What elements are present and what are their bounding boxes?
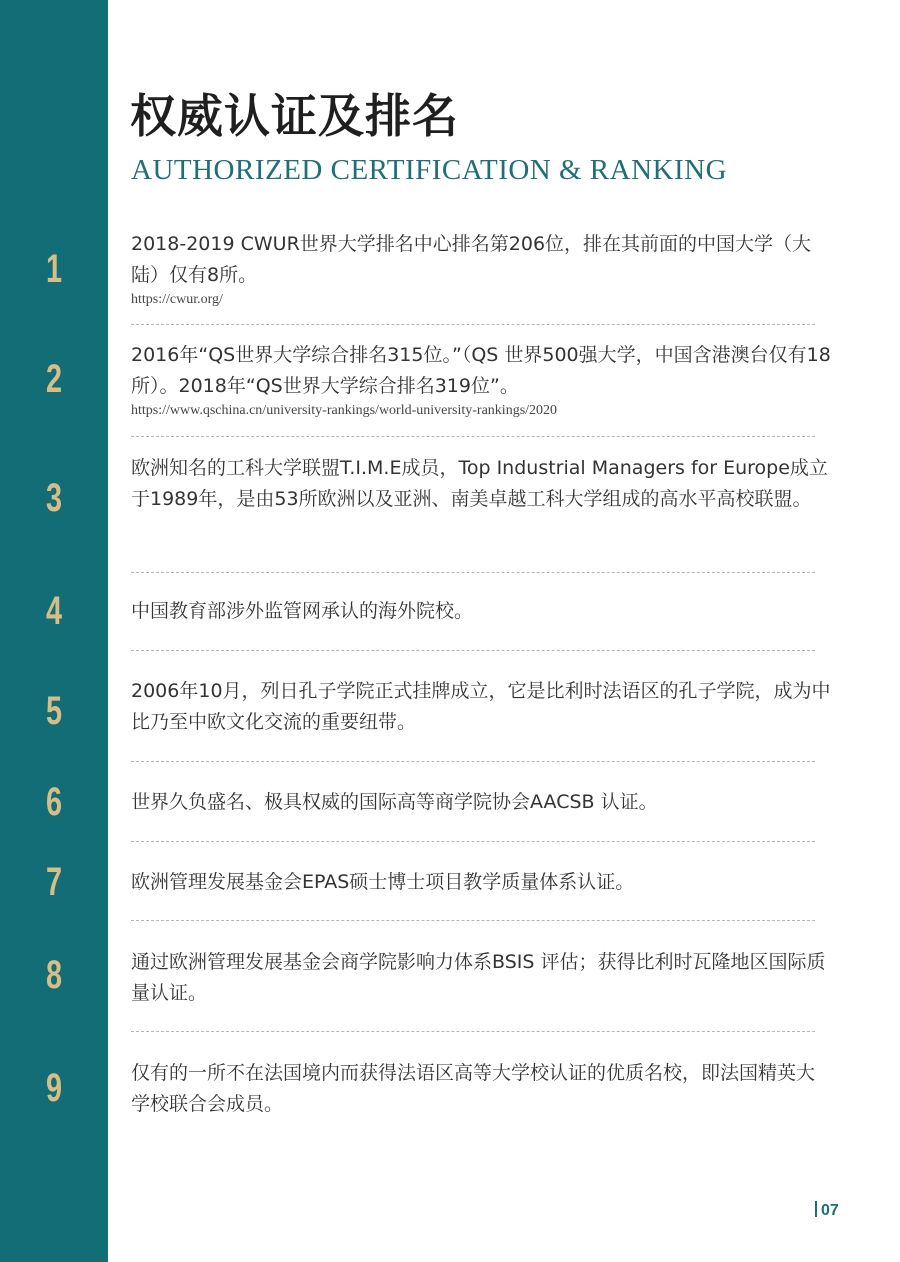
item-number-5: 5 (45, 689, 63, 733)
item-number-7: 7 (45, 860, 63, 904)
item-text-2: 2016年“QS世界大学综合排名315位。”（QS 世界500强大学，中国含港澳台仅有18所）。2018年“QS世界大学综合排名319位”。 (131, 344, 831, 397)
item-number-6: 6 (45, 780, 63, 824)
divider (131, 572, 815, 573)
item-number-9: 9 (45, 1066, 63, 1110)
item-url-1: https://cwur.org/ (131, 292, 223, 307)
divider (131, 1031, 815, 1032)
item-number-1: 1 (45, 247, 63, 291)
page-number-bar (815, 1201, 817, 1217)
divider (131, 920, 815, 921)
item-url-2: https://www.qschina.cn/university-rankings/world-university-rankings/2020 (131, 403, 558, 418)
item-number-4: 4 (45, 589, 63, 633)
divider (131, 841, 815, 842)
item-text-8: 通过欧洲管理发展基金会商学院影响力体系BSIS 评估；获得比利时瓦隆地区国际质量认证。 (131, 951, 826, 1004)
page-number (815, 1200, 839, 1222)
page-number-label: 07 (821, 1202, 839, 1219)
page-title: 权威认证及排名 (130, 89, 459, 143)
item-number-2: 2 (45, 357, 63, 401)
divider (131, 650, 815, 651)
item-number-8: 8 (45, 953, 63, 997)
item-text-4: 中国教育部涉外监管网承认的海外院校。 (131, 600, 474, 622)
item-number-3: 3 (45, 476, 63, 520)
item-text-1: 2018-2019 CWUR世界大学排名中心排名第206位，排在其前面的中国大学（大陆）仅有8所。 (131, 233, 812, 286)
page-subtitle: AUTHORIZED CERTIFICATION & RANKING (131, 154, 728, 186)
item-text-6: 世界久负盛名、极具权威的国际高等商学院协会AACSB 认证。 (131, 791, 658, 813)
item-text-3: 欧洲知名的工科大学联盟T.I.M.E成员，Top Industrial Managers for Europe成立于1989年，是由53所欧洲以及亚洲、南美卓越工科大学组成的高水平高校联盟。 (131, 457, 828, 510)
divider (131, 324, 815, 325)
divider (131, 436, 815, 437)
divider (131, 761, 815, 762)
item-text-5: 2006年10月，列日孔子学院正式挂牌成立，它是比利时法语区的孔子学院，成为中比乃至中欧文化交流的重要纽带。 (131, 680, 831, 733)
item-text-9: 仅有的一所不在法国境内而获得法语区高等大学校认证的优质名校，即法国精英大学校联合会成员。 (131, 1062, 816, 1115)
item-text-7: 欧洲管理发展基金会EPAS硕士博士项目教学质量体系认证。 (131, 871, 635, 893)
